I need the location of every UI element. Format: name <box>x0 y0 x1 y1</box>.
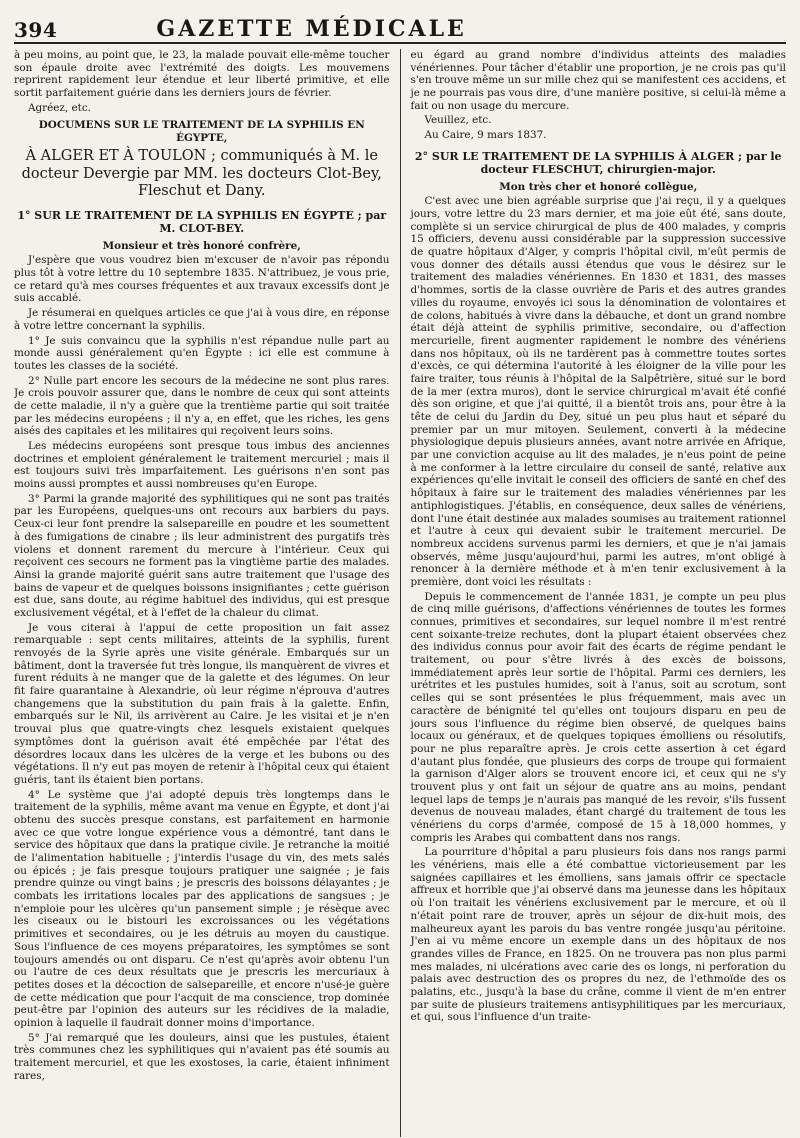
text-columns <box>14 49 786 1137</box>
salutation: Monsieur et très honoré confrère, <box>102 239 301 252</box>
page-header <box>14 6 786 44</box>
paragraph: 5° J'ai remarqué que les douleurs, ainsi que les pustules, étaient très communes chez les syphilitiques qui n'avaient pas été soumis au traitement mercuriel, et que les exostoses, la carie, étaient infiniment rares, <box>14 1031 390 1082</box>
dateline: Au Caire, 9 mars 1837. <box>424 129 547 142</box>
paragraph: 1° Je suis convaincu que la syphilis n'est répandue nulle part au monde aussi généralement qu'en Égypte : ici elle est commune à toutes les classes de la société. <box>14 334 390 372</box>
document-title: DOCUMENS SUR LE TRAITEMENT DE LA SYPHILIS EN ÉGYPTE, <box>38 119 365 145</box>
paragraph: Les médecins européens sont presque tous imbus des anciennes doctrines et emploient généralement le traitement mercuriel ; mais il est toujours suivi très imparfaitement. Les guérisons n'en sont pas moins aussi promptes et aussi nombreuses qu'en Europe. <box>14 440 390 491</box>
section-heading: 1° SUR LE TRAITEMENT DE LA SYPHILIS EN ÉGYPTE ; par M. CLOT-BEY. <box>17 208 387 236</box>
closing: Veuillez, etc. <box>424 114 492 127</box>
journal-title: GAZETTE MÉDICALE <box>156 16 467 42</box>
paragraph: eu égard au grand nombre d'individus atteints des maladies vénériennes. Pour tâcher d'établir une proportion, je ne crois pas qu'il s'en trouve même un sur mille chez qui se manifestent ces accidens, et je ne pourrais pas vous dire, d'une manière positive, si celui-là même a fait ou non usage du mercure. <box>410 49 786 112</box>
salutation: Mon très cher et honoré collègue, <box>499 180 698 193</box>
paragraph: C'est avec une bien agréable surprise que j'ai reçu, il y a quelques jours, votre lettre du 23 mars dernier, et ma joie eût été, sans doute, complète si un service chirurgical de plus de 400 malades, y compris 15 officiers, devenu aussi considérable par la suppression successive de quatre hôpitaux d'Alger, y compris l'hôpital civil, m'eût permis de vous donner des détails aussi étendus que vous le désirez sur le traitement des maladies vénériennes. En 1830 et 1831, des masses d'hommes, sortis de la classe ouvrière de Paris et des autres grandes villes du royaume, envoyés ici sous la dénomination de volontaires et de colons, habitués à vivre dans la débauche, et dont un grand nombre était déjà atteint de syphilis primitive, secondaire, ou d'affection mercurielle, firent augmenter rapidement le nombre des vénériens dans nos hôpitaux, où ils ne tardèrent pas à commettre toutes sortes d'excès, ce qui détermina l'autorité à les éloigner de la ville pour les faire traiter, tous réunis à l'hôpital de la Salpêtrière, situé sur le bord de la mer (extra muros), dont le service chirurgical m'avait été confié dès son origine, et que j'ai quitté, il a bientôt trois ans, pour être à la tête de celui du Jardin du Dey, situé un peu plus haut et séparé du premier par un mur mitoyen. Seulement, converti à la médecine physiologique depuis plusieurs années, avant notre arrivée en Afrique, par une conviction acquise au lit des malades, je n'eus point de peine à me conformer à la lettre circulaire du conseil de santé, relative aux expériences qu'elle invitait le conseil des officiers de santé en chef des hôpitaux à faire sur le traitement des maladies vénériennes par les antiphlogistiques. J'établis, en conséquence, deux salles de vénériens, dont l'une était destinée aux malades soumises au traitement rationnel et l'autre à ceux qui devaient subir le traitement mercuriel. De nombreux accidens survenus parmi les derniers, et que je n'ai jamais observés, même jusqu'aujourd'hui, parmi les autres, m'ont obligé à renoncer à la dernière méthode et à m'en tenir exclusivement à la première, dont voici les résultats : <box>410 195 786 588</box>
right-column <box>410 49 786 1137</box>
column-divider <box>400 49 401 1137</box>
section-heading: 2° SUR LE TRAITEMENT DE LA SYPHILIS À ALGER ; par le docteur FLESCHUT, chirurgien-major. <box>414 149 782 177</box>
paragraph: 4° Le système que j'ai adopté depuis très longtemps dans le traitement de la syphilis, même avant ma venue en Égypte, et dont j'ai obtenu des succès presque constans, est parfaitement en harmonie avec ce que votre longue expérience vous a démontré, tant dans le service des hôpitaux que dans la pratique civile. Je retranche la moitié de l'alimentation habituelle ; j'interdis l'usage du vin, des mets salés ou épicés ; je fais presque toujours pratiquer une saignée ; je fais prendre quinze ou vingt bains ; je prescris des boissons délayantes ; je combats les irritations locales par des applications de sangsues ; je n'emploie pour les ulcères qu'un pansement simple ; je résèque avec les ciseaux ou le bistouri les excroissances ou les végétations primitives et secondaires, ou je les détruis au moyen du caustique. Sous l'influence de ces moyens préparatoires, les symptômes se sont toujours amendés ou ont disparu. Ce n'est qu'après avoir obtenu l'un ou l'autre de ces deux résultats que je prescris les mercuriaux à petites doses et la décoction de salsepareille, et encore n'usé-je guère de cette médication que pour l'acquit de ma conscience, trop dominée peut-être par l'opinion des auteurs sur les récidives de la maladie, opinion à laquelle il faudrait donner moins d'importance. <box>14 788 390 1029</box>
paragraph: à peu moins, au point que, le 23, la malade pouvait elle-même toucher son épaule droite avec l'extrémité des doigts. Les mouvemens reprirent rapidement leur étendue et leur liberté primitive, et elle sortit parfaitement guérie dans les derniers jours de février. <box>14 49 390 100</box>
paragraph: 2° Nulle part encore les secours de la médecine ne sont plus rares. Je crois pouvoir assurer que, dans le nombre de ceux qui sont atteints de cette maladie, il n'y a guère que la trentième partie qui soit traitée par les médecins européens ; il n'y a, en effet, que les riches, les gens aisés des capitales et les militaires qui reçoivent leurs soins. <box>14 374 390 438</box>
paragraph: J'espère que vous voudrez bien m'excuser de n'avoir pas répondu plus tôt à votre lettre du 10 septembre 1835. N'attribuez, je vous prie, ce retard qu'à mes courses fréquentes et aux travaux excessifs dont je suis accablé. <box>14 254 390 305</box>
paragraph: La pourriture d'hôpital a paru plusieurs fois dans nos rangs parmi les vénériens, mais elle a été combattue victorieusement par les saignées capillaires et les émolliens, sans jamais offrir ce spectacle affreux et horrible que j'ai observé dans ma jeunesse dans les hôpitaux où l'on traitait les vénériens exclusivement par le mercure, et où il n'était point rare de trouver, après un séjour de dix-huit mois, des malheureux ayant les parois du bas ventre rongée jusqu'au péritoine. J'en ai vu même encore un exemple dans un des hôpitaux de nos grandes villes de France, en 1825. On ne trouvera pas non plus parmi mes malades, ni ulcérations avec carie des os longs, ni perforation du palais avec destruction des os propres du nez, de l'ethmoïde des os palatins, etc., jusqu'à la base du crâne, comme il vient de m'en entrer par suite de plusieurs traitemens antisyphilitiques par les mercuriaux, et qui, sous l'influence d'un traite- <box>410 846 786 1024</box>
paragraph: Je résumerai en quelques articles ce que j'ai à vous dire, en réponse à votre lettre concernant la syphilis. <box>14 307 390 332</box>
page-number: 394 <box>14 18 58 42</box>
closing: Agréez, etc. <box>28 101 91 114</box>
paragraph: Depuis le commencement de l'année 1831, je compte un peu plus de cinq mille guérisons, d'affections vénériennes de toutes les formes connues, primitives et secondaires, sur lequel nombre il m'est rentré cent soixante-treize rechutes, dont la plupart étaient observées chez des individus connus pour avoir fait des écarts de régime pendant le traitement, ou pour s'être livrés à des excès de boissons, immédiatement après leur sortie de l'hôpital. Parmi ces derniers, les urétrites et les pustules humides, soit à l'anus, soit au scrotum, sont celles qui se sont présentées le plus fréquemment, mais avec un caractère de bénignité tel qu'elles ont toujours disparu en peu de jours sous l'influence du régime bien observé, de quelques bains locaux ou généraux, et de quelques topiques émolliens ou résolutifs, pour ne plus reparaître après. Je crois cette assertion à cet égard d'autant plus fondée, que plusieurs des corps de troupe qui formaient la garnison d'Alger alors se trouvent encore ici, et ceux qui ne s'y trouvent plus y ont fait un séjour de quatre ans au moins, pendant lequel laps de temps je n'aurais pas manqué de les revoir, s'ils fussent devenus de nouveau malades, étant chargé du traitement de tous les vénériens du corps d'armée, composé de 15 à 18,000 hommes, y compris les Arabes qui combattent dans nos rangs. <box>410 590 786 844</box>
document-subtitle: À ALGER ET À TOULON ; communiqués à M. le docteur Devergie par MM. les docteurs Clot-Bey, Fleschut et Dany. <box>21 147 382 200</box>
paragraph: 3° Parmi la grande majorité des syphilitiques qui ne sont pas traités par les Européens, quelques-uns ont recours aux barbiers du pays. Ceux-ci leur font prendre la salsepareille en poudre et les soumettent à des fumigations de cinabre ; ils leur administrent des purgatifs très violens et donnent rarement du mercure à l'intérieur. Ceux qui reçoivent ces secours ne forment pas la vingtième partie des malades. Ainsi la grande majorité guérit sans autre traitement que l'usage des bains de vapeur et de quelques boissons insignifiantes ; cette guérison est due, sans doute, au régime habituel des individus, qui est presque exclusivement végétal, et à l'effet de la chaleur du climat. <box>14 492 390 619</box>
left-column <box>14 49 390 1137</box>
paragraph: Je vous citerai à l'appui de cette proposition un fait assez remarquable : sept cents militaires, atteints de la syphilis, furent renvoyés de la Syrie après une visite générale. Embarqués sur un bâtiment, dont la traversée fut très longue, ils manquèrent de vivres et furent réduits à ne manger que de la galette et des légumes. On leur fit faire quarantaine à Alexandrie, où leur régime n'éprouva d'autres changemens que la substitution du pain frais à la galette. Enfin, embarqués sur le Nil, ils arrivèrent au Caire. Je les visitai et je n'en trouvai plus que quatre-vingts chez lesquels existaient quelques symptômes dont la guérison avait été empêchée par l'état des désordres locaux dans les ulcères de la verge et les bubons ou des végétations. Il n'y eut pas moyen de retenir à l'hôpital ceux qui étaient guéris, tant ils étaient bien portans. <box>14 621 390 786</box>
